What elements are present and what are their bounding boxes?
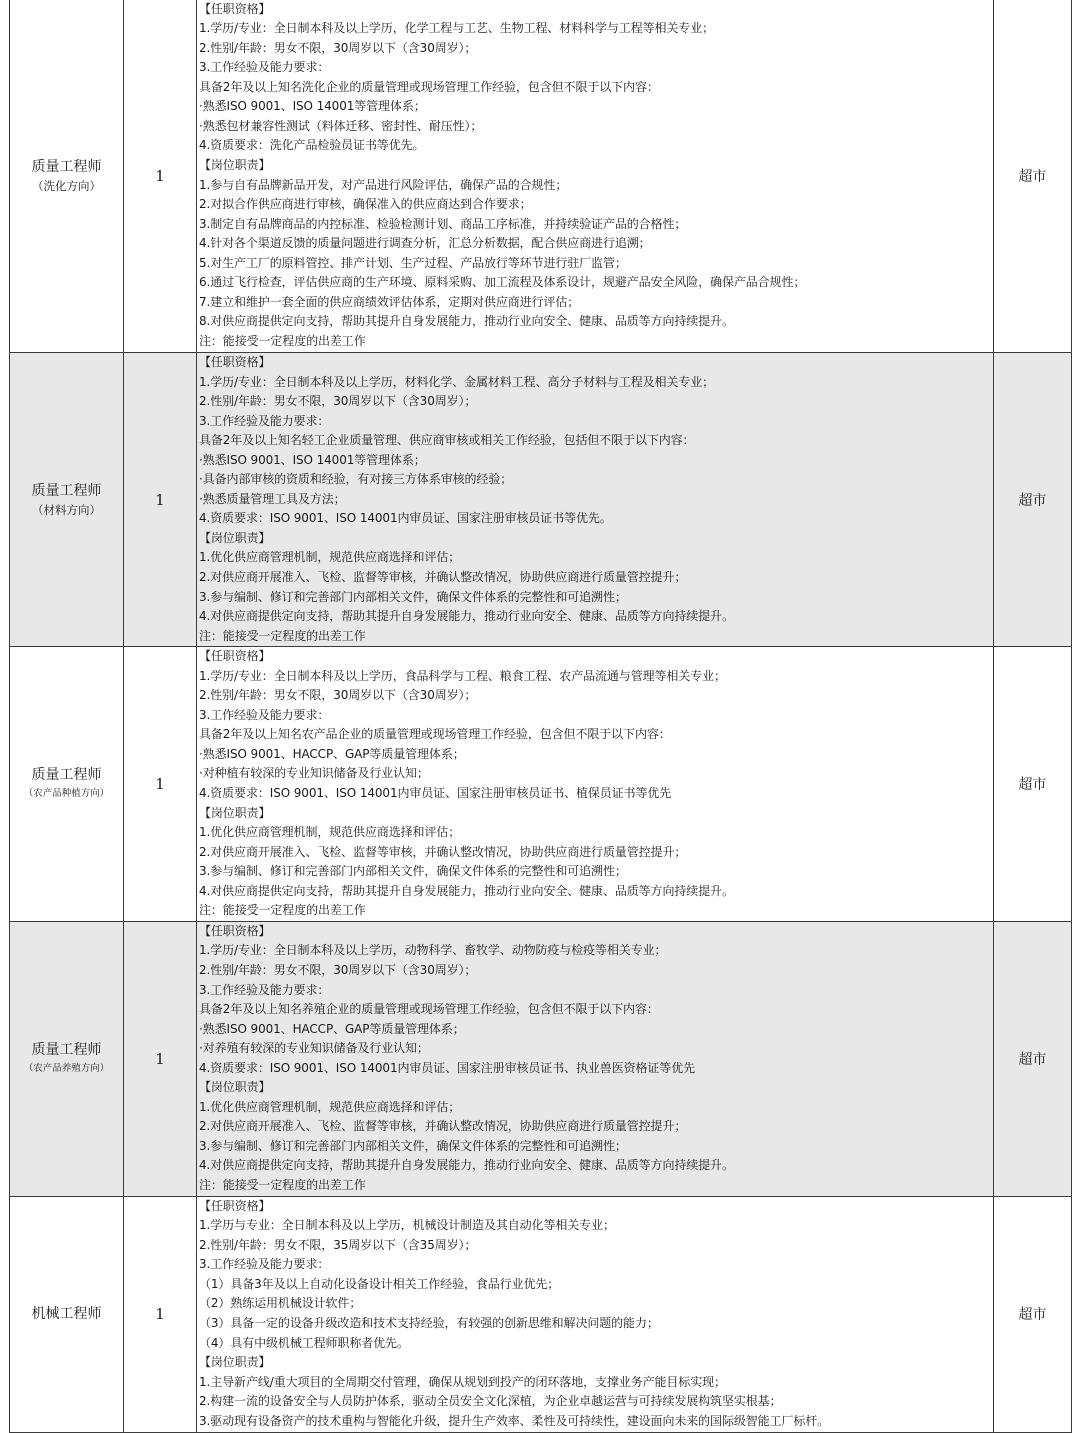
table-row (10, 0, 1072, 353)
description-line: 7.建立和维护一套全面的供应商绩效评估体系，定期对供应商进行评估； (199, 294, 580, 309)
description-line: ·熟悉质量管理工具及方法； (199, 491, 346, 506)
description-line: 2.性别/年龄：男女不限，30周岁以下（含30周岁）； (199, 40, 477, 55)
description-line: 2.对供应商开展准入、飞检、监督等审核，并确认整改情况，协助供应商进行质量管控提升； (199, 844, 687, 859)
table-row (10, 647, 1072, 922)
description-line: ·对养殖有较深的专业知识储备及行业认知； (199, 1041, 429, 1056)
description-line: 3.参与编制、修订和完善部门内部相关文件，确保文件体系的完整性和可追溯性； (199, 1138, 627, 1153)
description-line: 【任职资格】 (199, 649, 271, 664)
description-line: 1.主导新产线/重大项目的全周期交付管理，确保从规划到投产的闭环落地，支撑业务产能目标实现； (199, 1374, 726, 1389)
description-line: 1.优化供应商管理机制，规范供应商选择和评估； (199, 825, 461, 840)
description-line: 4.资质要求：ISO 9001、ISO 14001内审员证、国家注册审核员证书、执业兽医资格证等优先 (199, 1060, 695, 1075)
description-line: 4.对供应商提供定向支持，帮助其提升自身发展能力，推动行业向安全、健康、品质等方向持续提升。 (199, 1158, 734, 1173)
headcount: 1 (124, 353, 197, 647)
description-line: 【任职资格】 (199, 923, 271, 938)
description-line: 【岗位职责】 (199, 805, 271, 820)
description-line: 1.学历/专业：全日制本科及以上学历，材料化学、金属材料工程、高分子材料与工程及相关专业； (199, 374, 714, 389)
description-line: 【岗位职责】 (199, 530, 271, 545)
position-subtitle: （材料方向） (32, 502, 101, 517)
description-line: 具备2年及以上知名养殖企业的质量管理或现场管理工作经验，包含但不限于以下内容： (199, 1002, 659, 1017)
department: 超市 (994, 353, 1072, 647)
position-title: 质量工程师 (31, 482, 102, 499)
description-line: 3.参与编制、修订和完善部门内部相关文件，确保文件体系的完整性和可追溯性； (199, 864, 627, 879)
description-line: ·熟悉ISO 9001、ISO 14001等管理体系； (199, 452, 426, 467)
position-title: 质量工程师 (31, 1041, 102, 1058)
headcount: 1 (124, 0, 197, 353)
job-positions-table (9, 0, 1072, 1433)
description-line: 注：能接受一定程度的出差工作 (199, 1177, 366, 1192)
description-line: 5.对生产工厂的原料管控、排产计划、生产过程、产品放行等环节进行驻厂监管； (199, 255, 627, 270)
description-line: 3.制定自有品牌商品的内控标准、检验检测计划、商品工序标准，并持续验证产品的合格性； (199, 216, 687, 231)
description-line: 2.性别/年龄：男女不限，30周岁以下（含30周岁）； (199, 962, 477, 977)
description-line: 1.学历/专业：全日制本科及以上学历，化学工程与工艺、生物工程、材料科学与工程等相关专业； (199, 21, 714, 36)
description-line: 具备2年及以上知名农产品企业的质量管理或现场管理工作经验，包含但不限于以下内容： (199, 727, 671, 742)
description-line: 【岗位职责】 (199, 157, 271, 172)
description-line: （1）具备3年及以上自动化设备设计相关工作经验，食品行业优先； (199, 1276, 560, 1291)
description-line: 注：能接受一定程度的出差工作 (199, 333, 366, 348)
job-description (197, 921, 994, 1196)
department: 超市 (994, 1196, 1072, 1432)
job-description (197, 353, 994, 647)
description-line: ·熟悉ISO 9001、HACCP、GAP等质量管理体系； (199, 746, 465, 761)
description-line: 8.对供应商提供定向支持，帮助其提升自身发展能力，推动行业向安全、健康、品质等方向持续提升。 (199, 314, 734, 329)
description-line: ·具备内部审核的资质和经验，有对接三方体系审核的经验； (199, 472, 513, 487)
description-line: 【任职资格】 (199, 355, 271, 369)
description-line: 注：能接受一定程度的出差工作 (199, 903, 366, 918)
description-line: （3）具备一定的设备升级改造和技术支持经验，有较强的创新思维和解决问题的能力； (199, 1316, 659, 1331)
description-line: 2.性别/年龄：男女不限，30周岁以下（含30周岁）； (199, 688, 477, 703)
job-description (197, 1196, 994, 1432)
department: 超市 (994, 0, 1072, 353)
description-line: 1.优化供应商管理机制，规范供应商选择和评估； (199, 550, 461, 565)
position-title-cell (10, 647, 124, 922)
description-line: 4.对供应商提供定向支持，帮助其提升自身发展能力，推动行业向安全、健康、品质等方向持续提升。 (199, 609, 734, 624)
position-subtitle: （洗化方向） (32, 178, 101, 193)
description-line: （2）熟练运用机械设计软件； (199, 1296, 362, 1311)
description-line: 1.学历/专业：全日制本科及以上学历，动物科学、畜牧学、动物防疫与检疫等相关专业； (199, 943, 667, 958)
description-line: 4.针对各个渠道反馈的质量问题进行调查分析，汇总分析数据，配合供应商进行追溯； (199, 236, 651, 251)
description-line: 2.对供应商开展准入、飞检、监督等审核，并确认整改情况，协助供应商进行质量管控提升； (199, 1119, 687, 1134)
description-line: 1.优化供应商管理机制，规范供应商选择和评估； (199, 1099, 461, 1114)
headcount: 1 (124, 1196, 197, 1432)
description-line: ·对种植有较深的专业知识储备及行业认知； (199, 766, 429, 781)
description-line: 【任职资格】 (199, 1198, 271, 1213)
job-description (197, 647, 994, 922)
table-row (10, 353, 1072, 647)
description-line: 具备2年及以上知名洗化企业的质量管理或现场管理工作经验，包含但不限于以下内容： (199, 79, 659, 94)
position-subtitle: （农产品种植方向） (23, 788, 110, 800)
department: 超市 (994, 921, 1072, 1196)
description-line: 2.对拟合作供应商进行审核，确保准入的供应商达到合作要求； (199, 197, 532, 212)
description-line: 2.构建一流的设备安全与人员防护体系，驱动全员安全文化深植，为企业卓越运营与可持续发展构筑坚实根基； (199, 1394, 782, 1409)
position-title-cell (10, 921, 124, 1196)
description-line: 4.资质要求：ISO 9001、ISO 14001内审员证、国家注册审核员证书、植保员证书等优先 (199, 786, 672, 801)
description-line: 6.通过飞行检查，评估供应商的生产环境、原料采购、加工流程及体系设计，规避产品安全风险，确保产品合规性； (199, 275, 806, 290)
description-line: （4）具有中级机械工程师职称者优先。 (199, 1335, 409, 1350)
position-title: 质量工程师 (31, 158, 102, 175)
headcount: 1 (124, 921, 197, 1196)
description-line: 4.资质要求：洗化产品检验员证书等优先。 (199, 138, 425, 153)
description-line: 1.学历与专业：全日制本科及以上学历，机械设计制造及其自动化等相关专业； (199, 1218, 615, 1233)
description-line: 1.参与自有品牌新品开发，对产品进行风险评估，确保产品的合规性； (199, 177, 568, 192)
description-line: 3.驱动现有设备资产的技术重构与智能化升级，提升生产效率、柔性及可持续性，建设面向未来的国际级智能工厂标杆。 (199, 1413, 830, 1428)
job-description (197, 0, 994, 353)
description-line: 4.对供应商提供定向支持，帮助其提升自身发展能力，推动行业向安全、健康、品质等方向持续提升。 (199, 883, 734, 898)
table-row (10, 1196, 1072, 1432)
position-title-cell (10, 0, 124, 353)
table-row (10, 921, 1072, 1196)
description-line: 3.工作经验及能力要求： (199, 60, 330, 75)
description-line: 3.参与编制、修订和完善部门内部相关文件，确保文件体系的完整性和可追溯性； (199, 589, 627, 604)
description-line: 4.资质要求：ISO 9001、ISO 14001内审员证、国家注册审核员证书等优先。 (199, 511, 612, 526)
position-subtitle: （农产品养殖方向） (23, 1062, 110, 1074)
position-title: 机械工程师 (31, 1306, 102, 1323)
position-title-cell (10, 1196, 124, 1432)
description-line: 注：能接受一定程度的出差工作 (199, 628, 366, 643)
description-line: 2.性别/年龄：男女不限，30周岁以下（含30周岁）； (199, 394, 477, 409)
description-line: 1.学历/专业：全日制本科及以上学历，食品科学与工程、粮食工程、农产品流通与管理等相关专业； (199, 668, 726, 683)
position-title: 质量工程师 (31, 767, 102, 784)
description-line: ·熟悉ISO 9001、HACCP、GAP等质量管理体系； (199, 1021, 465, 1036)
description-line: 3.工作经验及能力要求： (199, 413, 330, 428)
position-title-cell (10, 353, 124, 647)
description-line: 3.工作经验及能力要求： (199, 1257, 330, 1272)
description-line: ·熟悉包材兼容性测试（料体迁移、密封性、耐压性）； (199, 118, 483, 133)
description-line: 【岗位职责】 (199, 1355, 271, 1370)
description-line: 【任职资格】 (199, 1, 271, 16)
description-line: 2.对供应商开展准入、飞检、监督等审核，并确认整改情况，协助供应商进行质量管控提升； (199, 570, 687, 585)
description-line: ·熟悉ISO 9001、ISO 14001等管理体系； (199, 99, 426, 114)
description-line: 3.工作经验及能力要求： (199, 982, 330, 997)
headcount: 1 (124, 647, 197, 922)
description-line: 3.工作经验及能力要求： (199, 707, 330, 722)
description-line: 具备2年及以上知名轻工企业质量管理、供应商审核或相关工作经验，包括但不限于以下内容： (199, 433, 695, 448)
description-line: 【岗位职责】 (199, 1080, 271, 1095)
description-line: 2.性别/年龄：男女不限，35周岁以下（含35周岁）； (199, 1237, 477, 1252)
department: 超市 (994, 647, 1072, 922)
